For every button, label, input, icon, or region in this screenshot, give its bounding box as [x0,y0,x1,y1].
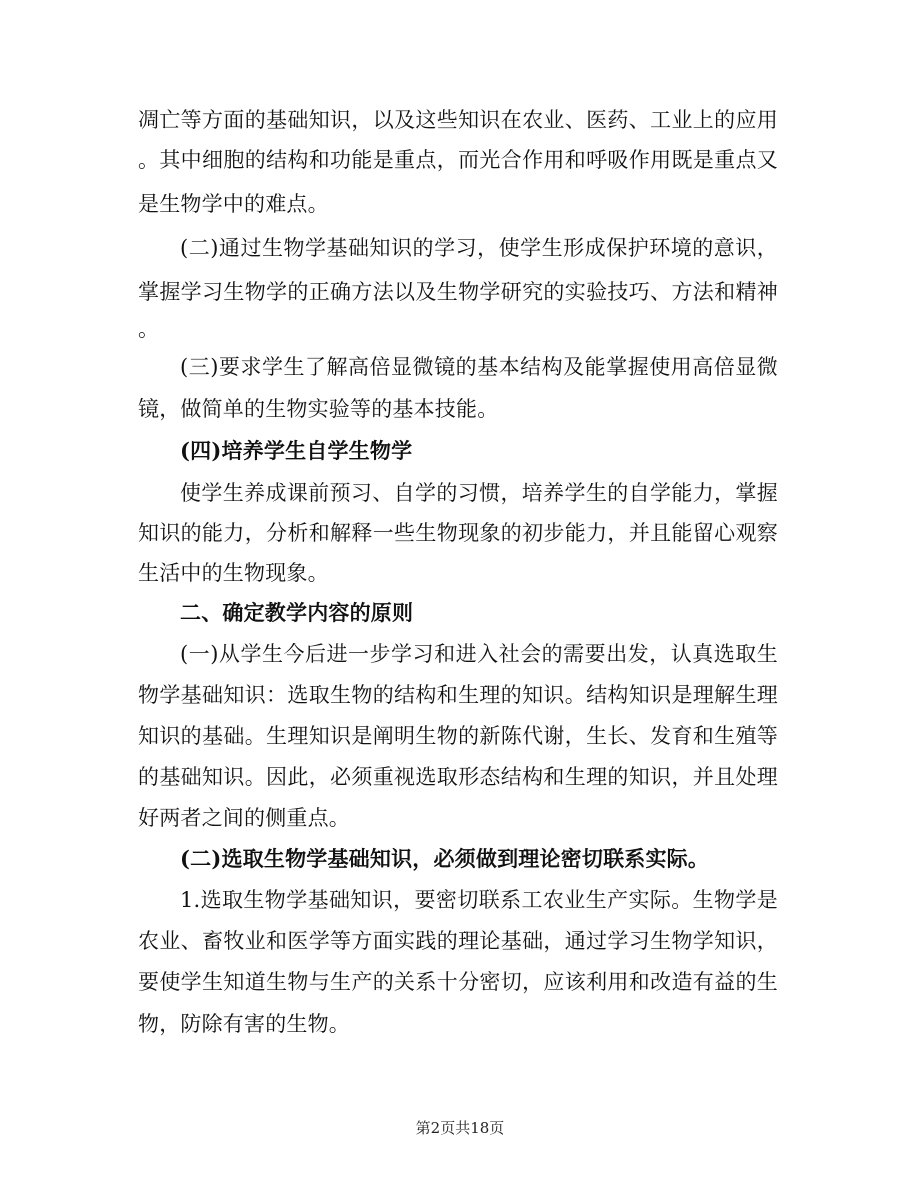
body-text-line: 生活中的生物现象。 [138,561,329,585]
body-text-line: 要使学生知道生物与生产的关系十分密切，应该利用和改造有益的生 [138,970,778,994]
section-heading: (二)选取生物学基础知识，必须做到理论密切联系实际。 [180,846,710,871]
body-text-line: 知识的能力，分析和解释一些生物现象的初步能力，并且能留心观察 [138,521,778,545]
body-text-line: 。 [138,317,160,341]
body-text-line: 好两者之间的侧重点。 [138,806,350,830]
page-number-footer: 第2页共18页 [415,1119,505,1137]
body-text-line: 物学基础知识：选取生物的结构和生理的知识。结构知识是理解生理 [138,683,778,707]
body-text-line: 是生物学中的难点。 [138,192,329,216]
section-heading: (四)培养学生自学生物学 [180,438,413,463]
body-text-line: 掌握学习生物学的正确方法以及生物学研究的实验技巧、方法和精神 [138,280,778,304]
body-text-line: 物，防除有害的生物。 [138,1012,350,1036]
body-text-line: (三)要求学生了解高倍显微镜的基本结构及能掌握使用高倍显微 [180,355,778,379]
body-text-line: 的基础知识。因此，必须重视选取形态结构和生理的知识，并且处理 [138,765,778,789]
body-text-line: 1.选取生物学基础知识，要密切联系工农业生产实际。生物学是 [180,888,778,912]
body-text-line: 。其中细胞的结构和功能是重点，而光合作用和呼吸作用既是重点又 [138,148,778,172]
body-text-line: (二)通过生物学基础知识的学习，使学生形成保护环境的意识， [180,236,778,260]
body-text-line: 使学生养成课前预习、自学的习惯，培养学生的自学能力，掌握 [180,481,778,505]
section-heading: 二、确定教学内容的原则 [180,600,414,625]
body-text-line: 农业、畜牧业和医学等方面实践的理论基础，通过学习生物学知识， [138,929,778,953]
body-text-line: 凋亡等方面的基础知识，以及这些知识在农业、医药、工业上的应用 [138,108,778,132]
body-text-line: 知识的基础。生理知识是阐明生物的新陈代谢，生长、发育和生殖等 [138,724,778,748]
body-text-line: (一)从学生今后进一步学习和进入社会的需要出发，认真选取生 [180,642,778,666]
body-text-line: 镜，做简单的生物实验等的基本技能。 [138,397,499,421]
